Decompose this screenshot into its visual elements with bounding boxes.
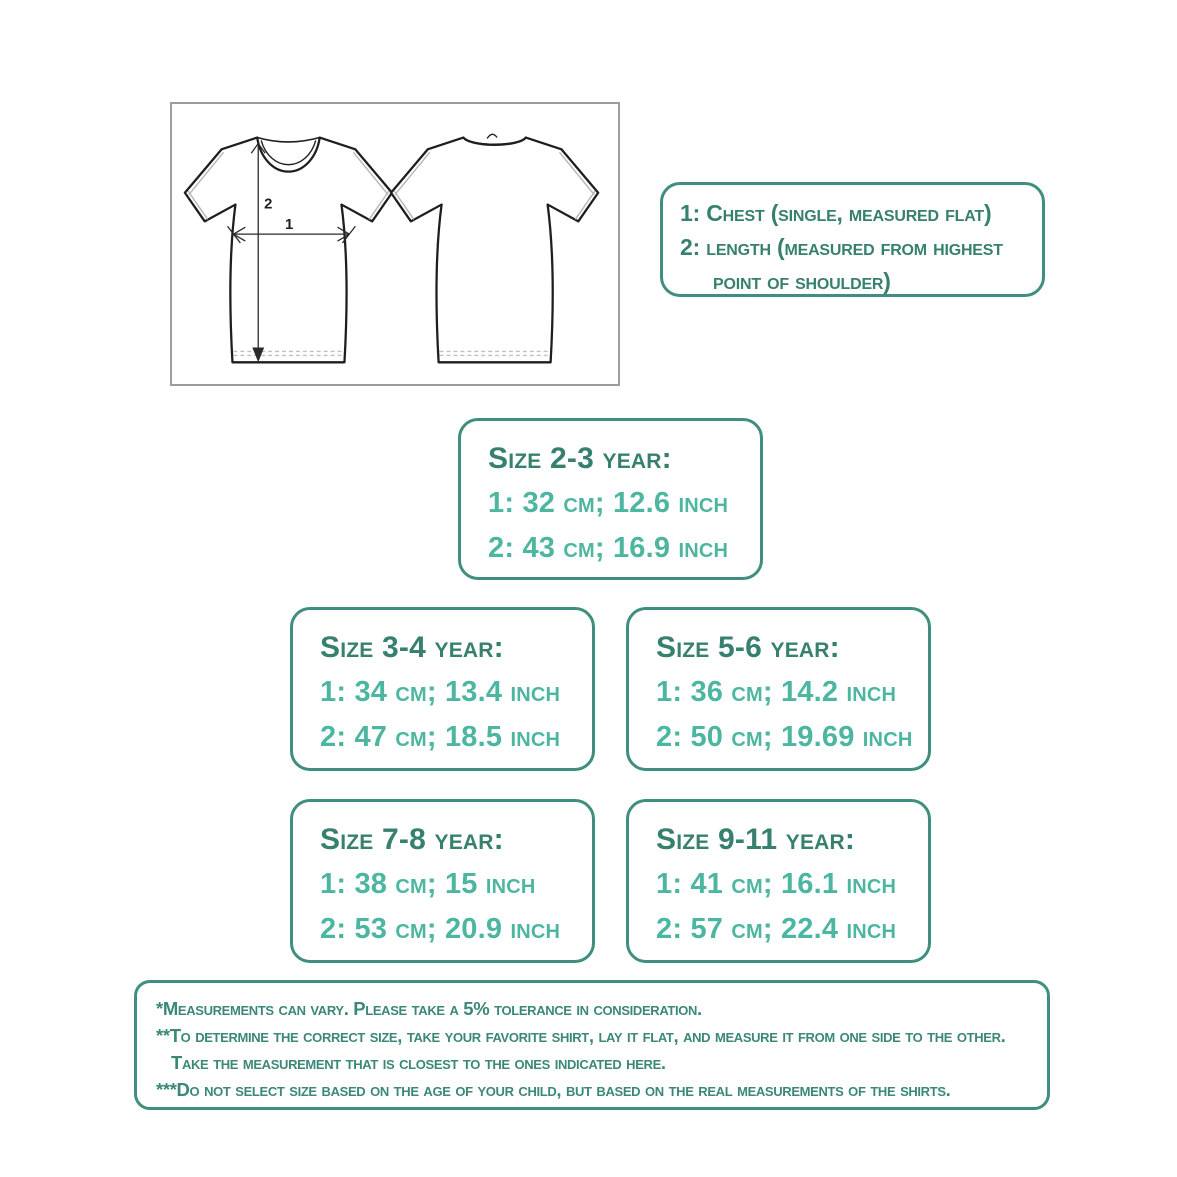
chest-value: 1: 41 cm; 16.1 inch [656, 868, 897, 900]
tshirt-back-view [391, 134, 598, 362]
size-box-2-3-year [458, 418, 763, 580]
length-value: 2: 50 cm; 19.69 inch [656, 721, 913, 753]
chest-value: 1: 38 cm; 15 inch [320, 868, 536, 900]
size-title: Size 9-11 year: [656, 823, 856, 856]
note-how-to-measure-cont: Take the measurement that is closest to the ones indicated here. [171, 1052, 666, 1073]
length-value: 2: 53 cm; 20.9 inch [320, 913, 561, 945]
size-title: Size 5-6 year: [656, 631, 840, 664]
length-label: 2 [264, 196, 273, 213]
note-how-to-measure: **To determine the correct size, take your favorite shirt, lay it flat, and measure it from one side to the other. [156, 1025, 1006, 1046]
legend-length-line: 2: length (measured from highest [680, 234, 1003, 260]
chest-value: 1: 36 cm; 14.2 inch [656, 676, 897, 708]
note-age-warning: ***Do not select size based on the age of your child, but based on the real measurements of the shirts. [156, 1079, 951, 1100]
tshirt-diagram-image [170, 102, 620, 386]
length-value: 2: 43 cm; 16.9 inch [488, 532, 729, 564]
footnotes-box [134, 980, 1050, 1110]
legend-length-line-cont: point of shoulder) [713, 268, 891, 294]
chest-label: 1 [284, 217, 294, 234]
size-title: Size 3-4 year: [320, 631, 504, 664]
size-title: Size 7-8 year: [320, 823, 504, 856]
chest-value: 1: 32 cm; 12.6 inch [488, 487, 729, 519]
legend-chest-line: 1: Chest (single, measured flat) [680, 200, 992, 226]
length-value: 2: 47 cm; 18.5 inch [320, 721, 561, 753]
size-box-9-11-year [626, 799, 931, 963]
size-box-5-6-year [626, 607, 931, 771]
length-value: 2: 57 cm; 22.4 inch [656, 913, 897, 945]
tshirt-front-back-drawing [172, 104, 618, 384]
tshirt-front-view [185, 138, 392, 363]
chest-value: 1: 34 cm; 13.4 inch [320, 676, 561, 708]
size-box-7-8-year [290, 799, 595, 963]
size-title: Size 2-3 year: [488, 442, 672, 475]
measurement-legend-box [660, 182, 1045, 297]
size-box-3-4-year [290, 607, 595, 771]
note-tolerance: *Measurements can vary. Please take a 5% tolerance in consideration. [156, 998, 702, 1019]
